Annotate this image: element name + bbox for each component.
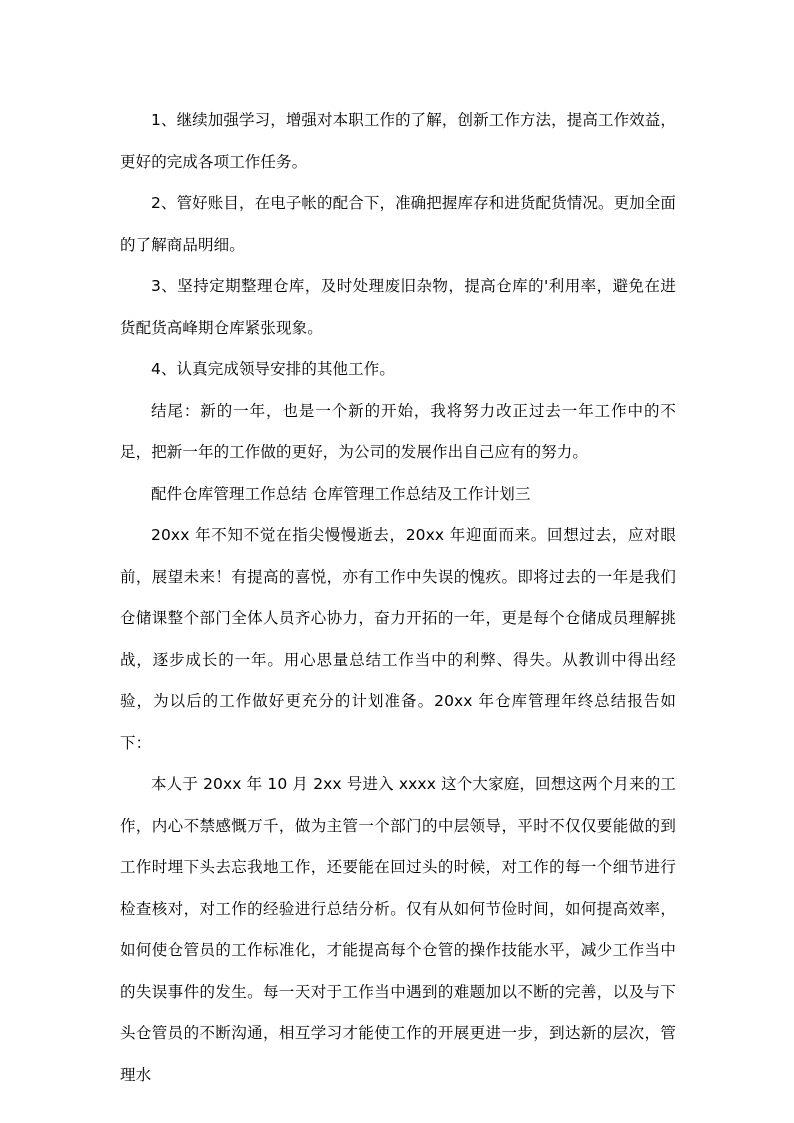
paragraph-item-2: 2、管好账目，在电子帐的配合下，准确把握库存和进货配货情况。更加全面的了解商品明细。 <box>120 194 676 254</box>
paragraph-intro: 20xx 年不知不觉在指尖慢慢逝去，20xx 年迎面而来。回想过去，应对眼前，展望未来！有提高的喜悦，亦有工作中失误的愧疚。即将过去的一年是我们仓储课整个部门全体人员齐心协力，奋力开拓的一年，更是每个仓储成员理解挑战，逐步成长的一年。用心思量总结工作当中的利弊、得失。从教训中得出经验，为以后的工作做好更充分的计划准备。20xx 年仓库管理年终总结报告如下： <box>120 526 676 752</box>
section-heading: 配件仓库管理工作总结 仓库管理工作总结及工作计划三 <box>151 484 531 503</box>
document-body <box>120 100 676 1096</box>
paragraph-item-4: 4、认真完成领导安排的其他工作。 <box>151 360 395 378</box>
paragraph-conclusion: 结尾：新的一年，也是一个新的开始，我将努力改正过去一年工作中的不足，把新一年的工作做的更好，为公司的发展作出自己应有的努力。 <box>120 401 676 461</box>
paragraph-body: 本人于 20xx 年 10 月 2xx 号进入 xxxx 这个大家庭，回想这两个月来的工作，内心不禁感慨万千，做为主管一个部门的中层领导，平时不仅仅要能做的到工作时埋下头去忘我地工作，还要能在回过头的时候，对工作的每一个细节进行检查核对，对工作的经验进行总结分析。仅有从如何节俭时间，如何提高效率，如何使仓管员的工作标准化，才能提高每个仓管的操作技能水平，减少工作当中的失误事件的发生。每一天对于工作当中遇到的难题加以不断的完善，以及与下头仓管员的不断沟通，相互学习才能使工作的开展更进一步，到达新的层次，管理水 <box>120 775 676 1084</box>
paragraph-item-1: 1、继续加强学习，增强对本职工作的了解，创新工作方法，提高工作效益，更好的完成各项工作任务。 <box>120 111 676 171</box>
paragraph-item-3: 3、坚持定期整理仓库，及时处理废旧杂物，提高仓库的'利用率，避免在进货配货高峰期仓库紧张现象。 <box>120 277 676 337</box>
